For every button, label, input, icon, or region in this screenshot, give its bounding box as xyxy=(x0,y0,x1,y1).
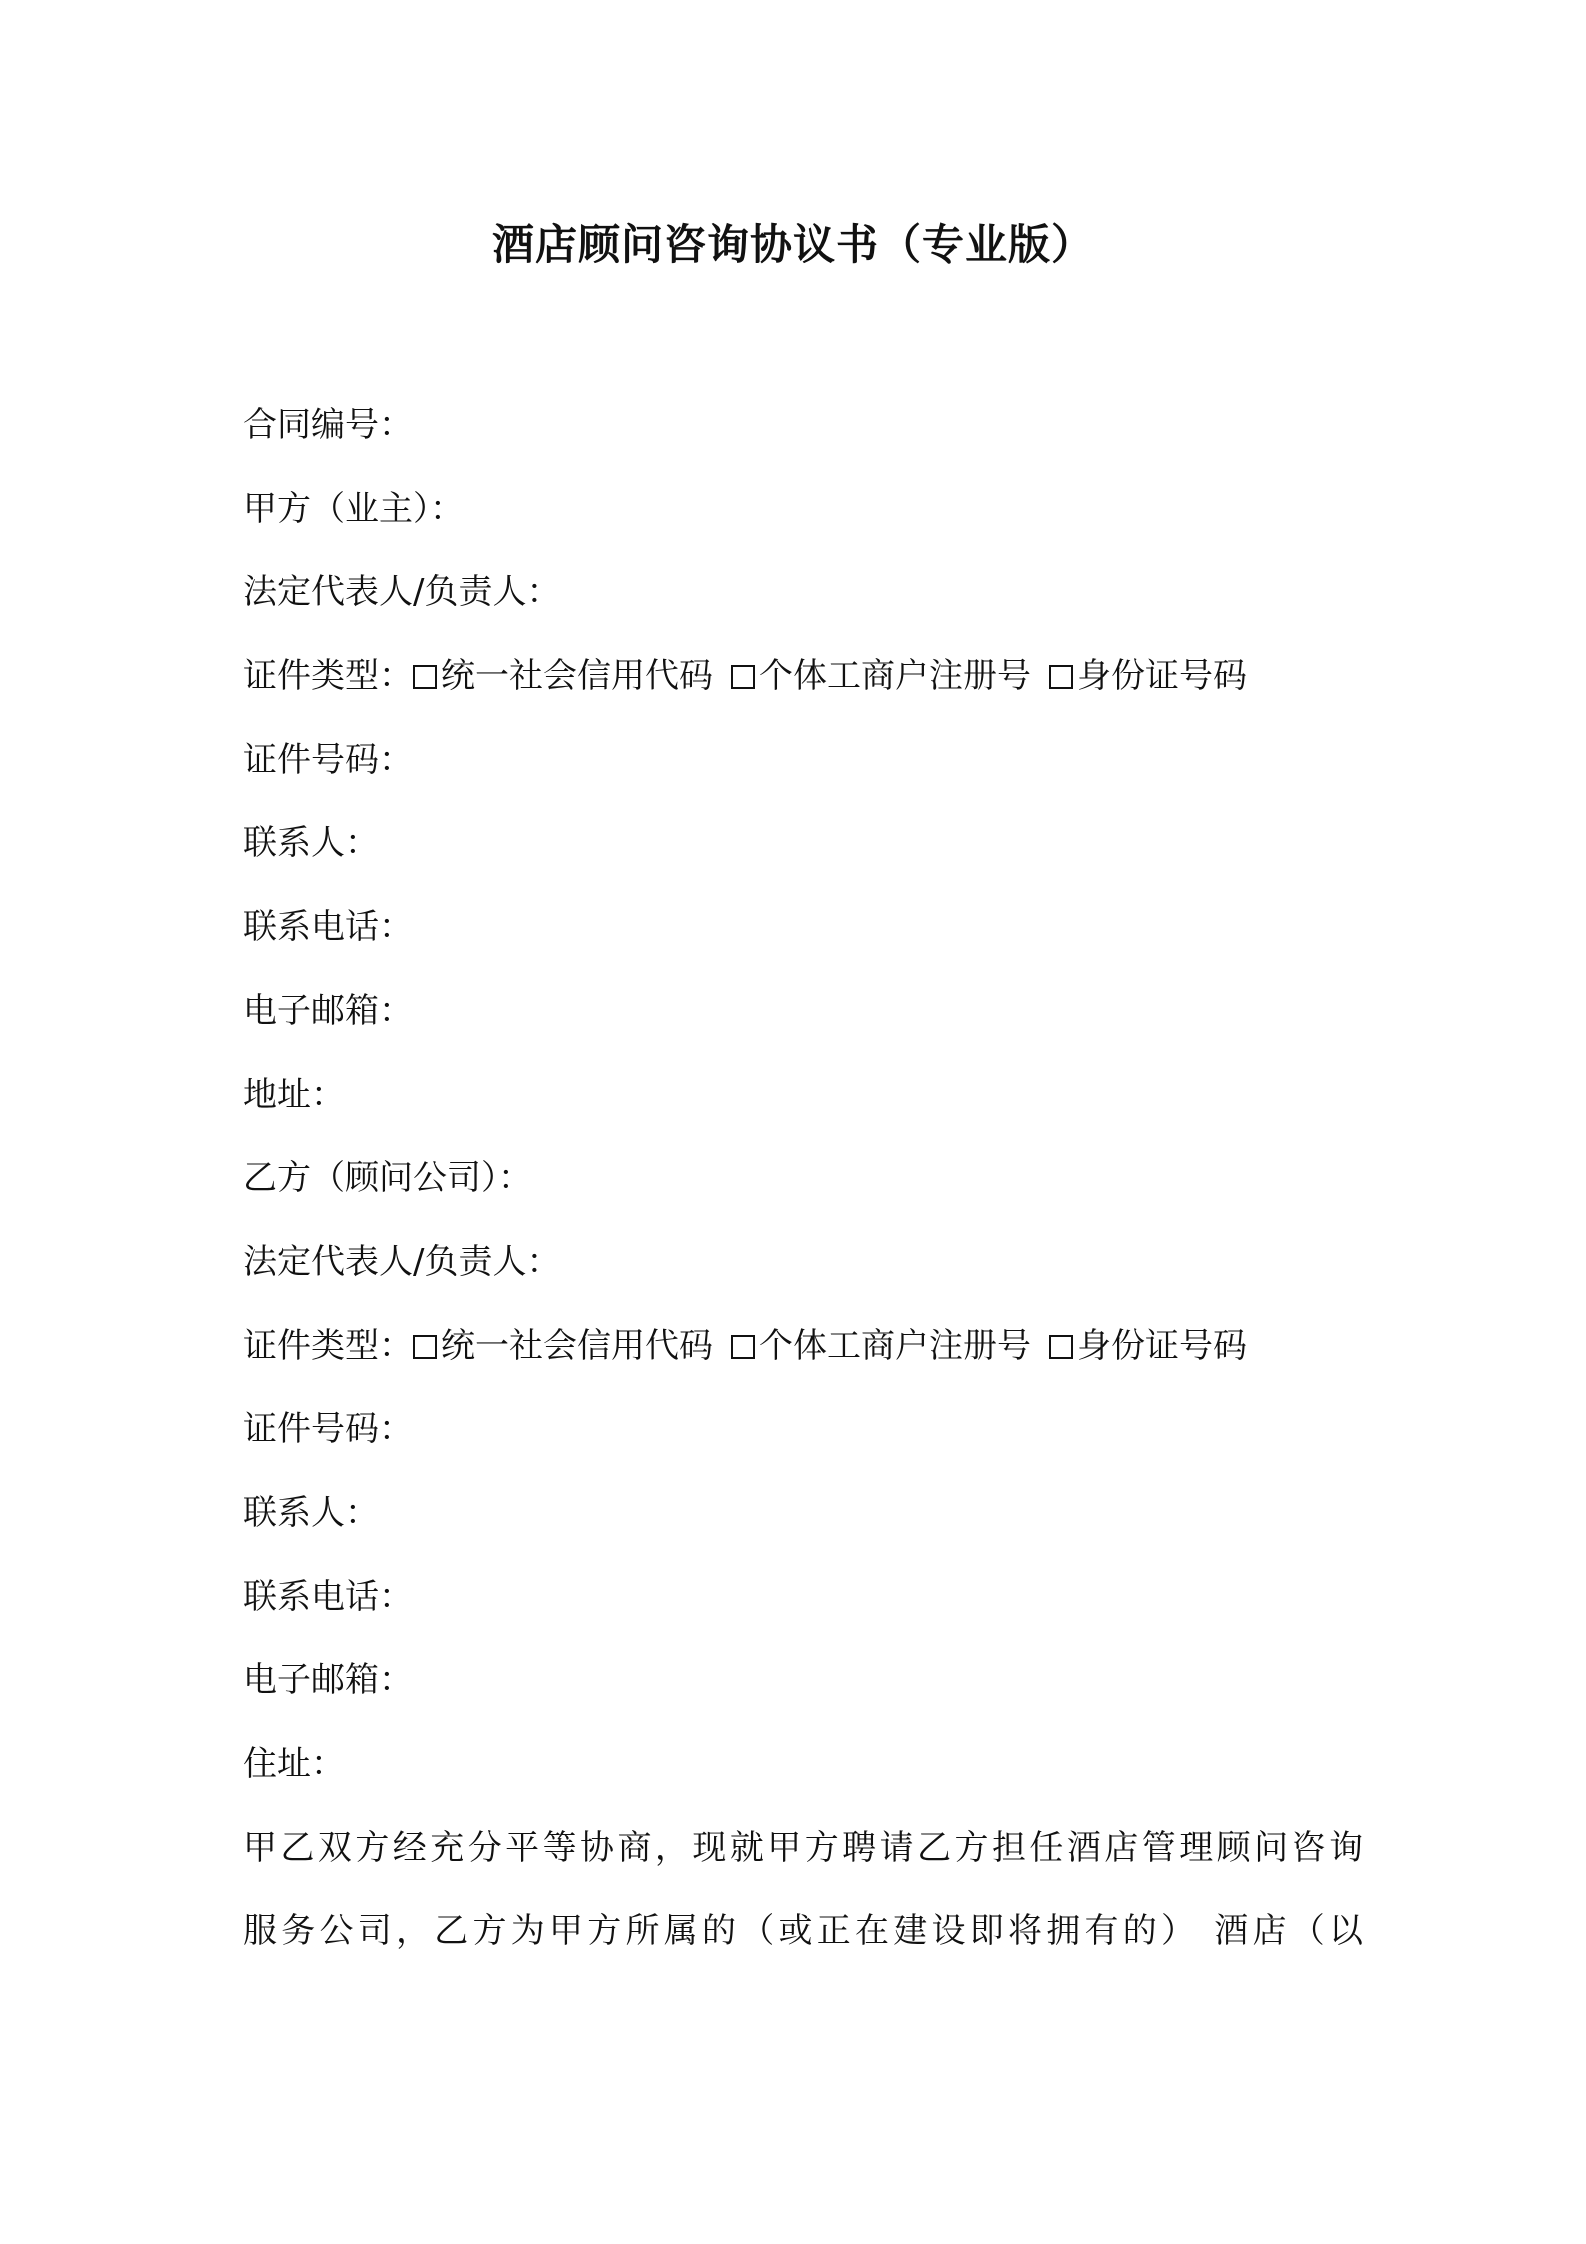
document-title: 酒店顾问咨询协议书（专业版） xyxy=(491,220,1094,269)
id-type-label: 证件类型： xyxy=(243,656,413,697)
id-type-option-id-card[interactable]: 身份证号码 xyxy=(1049,656,1247,696)
party-a-representative-field: 法定代表人/负责人： xyxy=(243,572,561,613)
id-type-option-credit-code[interactable]: 统一社会信用代码 xyxy=(413,1326,713,1366)
party-b-id-number-field: 证件号码： xyxy=(243,1409,413,1450)
body-paragraph-line-2: 服务公司，乙方为甲方所属的（或正在建设即将拥有的） 酒店（以 xyxy=(243,1911,1363,1952)
party-b-id-type-field xyxy=(243,1326,1363,1366)
checkbox-icon[interactable] xyxy=(731,665,755,689)
checkbox-icon[interactable] xyxy=(413,1335,437,1359)
party-a-id-type-field xyxy=(243,656,1363,696)
party-b-phone-field: 联系电话： xyxy=(243,1576,413,1617)
party-b-contact-field: 联系人： xyxy=(243,1492,379,1533)
checkbox-icon[interactable] xyxy=(1049,1335,1073,1359)
id-type-option-business-reg[interactable]: 个体工商户注册号 xyxy=(731,1326,1031,1366)
party-a-id-number-field: 证件号码： xyxy=(243,739,413,780)
body-paragraph-line-1: 甲乙双方经充分平等协商，现就甲方聘请乙方担任酒店管理顾问咨询 xyxy=(243,1827,1363,1868)
party-a-contact-field: 联系人： xyxy=(243,823,379,864)
party-a-email-field: 电子邮箱： xyxy=(243,990,413,1031)
document-content xyxy=(243,405,1363,1995)
party-b-address-field: 住址： xyxy=(243,1744,345,1784)
party-b-field: 乙方（顾问公司）： xyxy=(243,1158,532,1199)
party-b-representative-field: 法定代表人/负责人： xyxy=(243,1241,561,1282)
party-a-field: 甲方（业主）： xyxy=(243,488,464,529)
checkbox-icon[interactable] xyxy=(413,665,437,689)
party-b-email-field: 电子邮箱： xyxy=(243,1660,413,1701)
contract-number-field: 合同编号： xyxy=(243,405,413,445)
checkbox-icon[interactable] xyxy=(731,1335,755,1359)
id-type-label: 证件类型： xyxy=(243,1325,413,1366)
id-type-option-id-card[interactable]: 身份证号码 xyxy=(1049,1326,1247,1366)
id-type-option-business-reg[interactable]: 个体工商户注册号 xyxy=(731,656,1031,696)
party-a-address-field: 地址： xyxy=(243,1074,345,1115)
checkbox-icon[interactable] xyxy=(1049,665,1073,689)
party-a-phone-field: 联系电话： xyxy=(243,907,413,948)
id-type-option-credit-code[interactable]: 统一社会信用代码 xyxy=(413,656,713,696)
